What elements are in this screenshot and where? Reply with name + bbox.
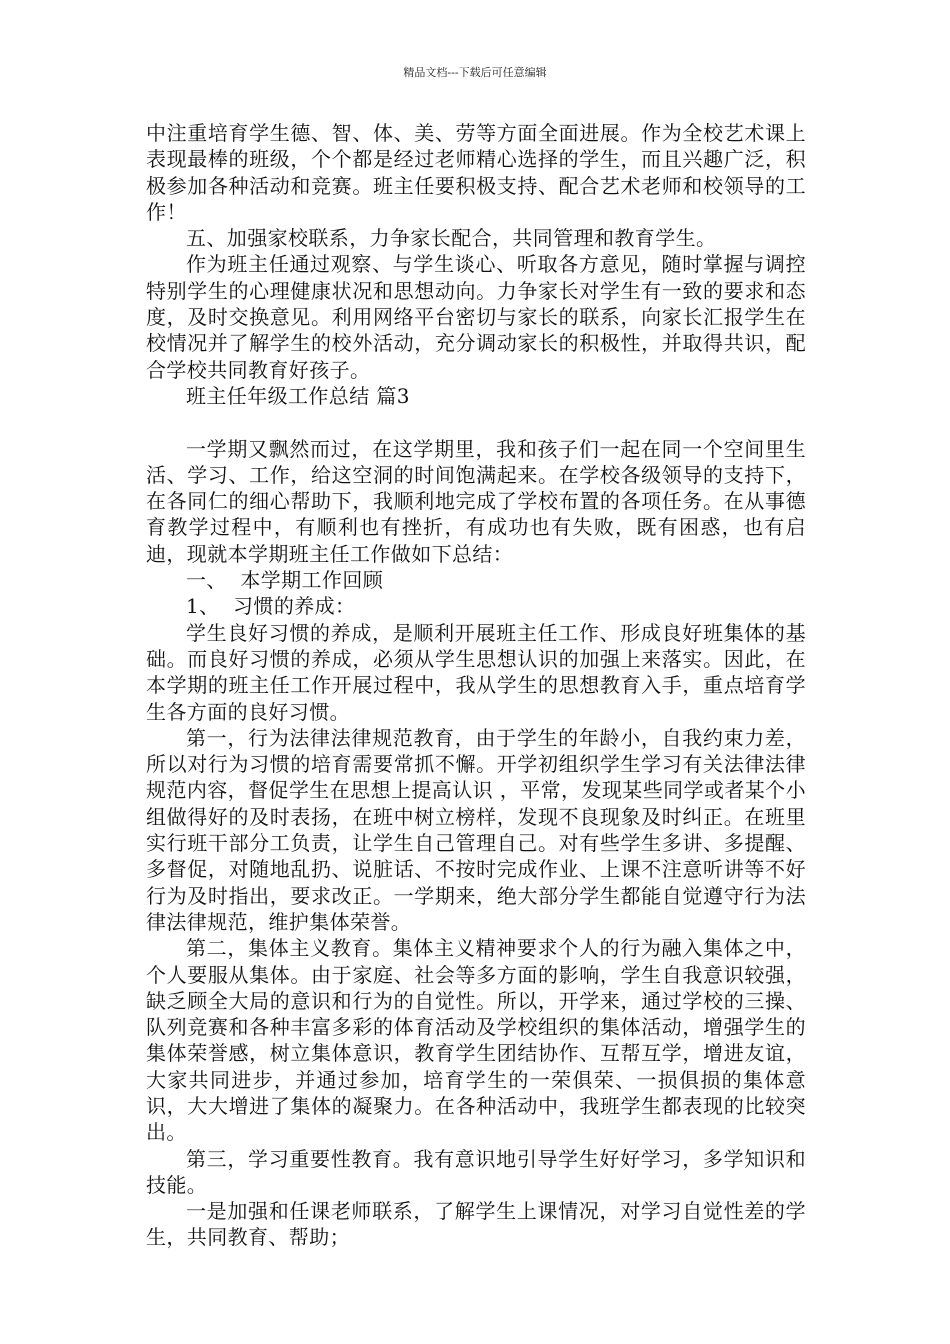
paragraph-continuation: 中注重培育学生德、智、体、美、劳等方面全面进展。作为全校艺术课上表现最棒的班级，个个都是经过老师精心选择的学生，而且兴趣广泛，积极参加各种活动和竞赛。班主任要积极支持、配合艺术老师和校领导的工作！ bbox=[146, 121, 806, 224]
paragraph-contact-teachers: 一是加强和任课老师联系，了解学生上课情况，对学习自觉性差的学生，共同教育、帮助； bbox=[146, 1199, 806, 1250]
document-body bbox=[146, 120, 806, 1251]
paragraph-home-school: 作为班主任通过观察、与学生谈心、听取各方意见，随时掌握与调控特别学生的心理健康状况和思想动向。力争家长对学生有一致的要求和态度，及时交换意见。利用网络平台密切与家长的联系，向家长汇报学生在校情况并了解学生的校外活动，充分调动家长的积极性，并取得共识，配合学校共同教育好孩子。 bbox=[146, 252, 806, 382]
article-title: 班主任年级工作总结 篇3 bbox=[186, 383, 410, 408]
section-heading-one: 一、 本学期工作回顾 bbox=[186, 568, 384, 593]
paragraph-second: 第二，集体主义教育。集体主义精神要求个人的行为融入集体之中，个人要服从集体。由于家庭、社会等多方面的影响，学生自我意识较强，缺乏顾全大局的意识和行为的自觉性。所以，开学来，通过学校的三操、队列竞赛和各种丰富多彩的体育活动及学校组织的集体活动，增强学生的集体荣誉感，树立集体意识，教育学生团结协作、互帮互学，增进友谊，大家共同进步，并通过参加，培育学生的一荣俱荣、一损俱损的集体意识，大大增进了集体的凝聚力。在各种活动中，我班学生都表现的比较突出。 bbox=[146, 936, 806, 1145]
paragraph-first: 第一，行为法律法律规范教育，由于学生的年龄小，自我约束力差，所以对行为习惯的培育需要常抓不懈。开学初组织学生学习有关法律法律规范内容，督促学生在思想上提高认识 ，平常，发现某些同学或者某个小组做得好的及时表扬，在班中树立榜样，发现不良现象及时纠正。在班里实行班干部分工负责，让学生自己管理自己。对有些学生多讲、多提醒、多督促，对随地乱扔、说脏话、不按时完成作业、上课不注意听讲等不好行为及时指出，要求改正。一学期来，绝大部分学生都能自觉遵守行为法律法律规范，维护集体荣誉。 bbox=[146, 725, 806, 934]
section-heading-five: 五、加强家校联系，力争家长配合，共同管理和教育学生。 bbox=[186, 226, 717, 251]
paragraph-habits: 学生良好习惯的养成，是顺利开展班主任工作、形成良好班集体的基础。而良好习惯的养成，必须从学生思想认识的加强上来落实。因此，在本学期的班主任工作开展过程中，我从学生的思想教育入手，重点培育学生各方面的良好习惯。 bbox=[146, 620, 806, 724]
blank-line bbox=[146, 409, 806, 435]
page-header: 精品文档---下载后可任意编辑 bbox=[403, 66, 547, 79]
paragraph-third: 第三，学习重要性教育。我有意识地引导学生好好学习，多学知识和技能。 bbox=[146, 1146, 806, 1197]
paragraph-intro: 一学期又飘然而过，在这学期里，我和孩子们一起在同一个空间里生活、学习、工作，给这空洞的时间饱满起来。在学校各级领导的支持下，在各同仁的细心帮助下，我顺利地完成了学校布置的各项任务。在从事德育教学过程中，有顺利也有挫折，有成功也有失败，既有困惑，也有启迪，现就本学期班主任工作做如下总结： bbox=[146, 436, 806, 566]
subsection-heading-habits: 1、 习惯的养成： bbox=[186, 594, 356, 619]
